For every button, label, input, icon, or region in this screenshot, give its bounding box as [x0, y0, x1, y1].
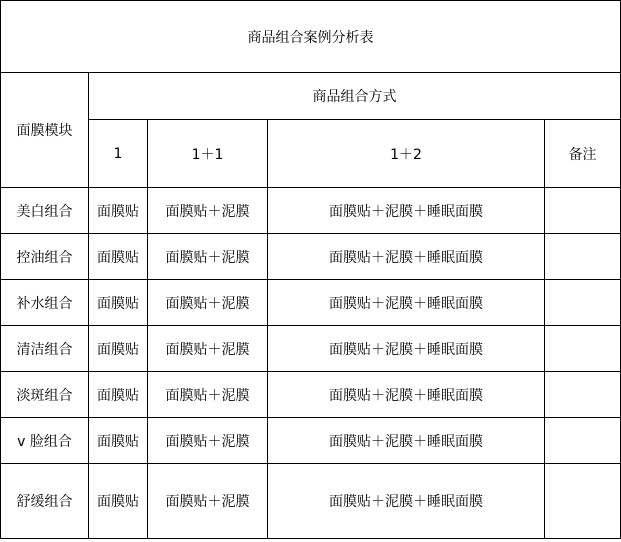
- table-row: [1, 464, 621, 539]
- row-name: 清洁组合: [1, 326, 89, 372]
- two-item-cell: 面膜贴＋泥膜: [148, 418, 268, 464]
- single-item-cell: 面膜贴: [89, 326, 148, 372]
- column-header-1-plus-2: 1＋2: [268, 120, 545, 188]
- single-item-cell: 面膜贴: [89, 188, 148, 234]
- three-item-cell: 面膜贴＋泥膜＋睡眠面膜: [268, 234, 545, 280]
- note-cell: [545, 326, 621, 372]
- three-item-cell: 面膜贴＋泥膜＋睡眠面膜: [268, 372, 545, 418]
- two-item-cell: 面膜贴＋泥膜: [148, 234, 268, 280]
- row-name: 淡斑组合: [1, 372, 89, 418]
- column-header-1: 1: [89, 120, 148, 188]
- table-title: 商品组合案例分析表: [1, 1, 621, 73]
- three-item-cell: 面膜贴＋泥膜＋睡眠面膜: [268, 188, 545, 234]
- row-name: 舒缓组合: [1, 464, 89, 539]
- two-item-cell: 面膜贴＋泥膜: [148, 280, 268, 326]
- table-row: [1, 418, 621, 464]
- table-row: [1, 188, 621, 234]
- table-row: [1, 372, 621, 418]
- table-row: [1, 234, 621, 280]
- single-item-cell: 面膜贴: [89, 464, 148, 539]
- group-header-combination-method: 商品组合方式: [89, 73, 621, 120]
- note-cell: [545, 280, 621, 326]
- note-cell: [545, 418, 621, 464]
- row-name: 补水组合: [1, 280, 89, 326]
- three-item-cell: 面膜贴＋泥膜＋睡眠面膜: [268, 326, 545, 372]
- note-cell: [545, 234, 621, 280]
- single-item-cell: 面膜贴: [89, 234, 148, 280]
- note-cell: [545, 464, 621, 539]
- row-name: 美白组合: [1, 188, 89, 234]
- row-header-mask-module: 面膜模块: [1, 73, 89, 188]
- table-row: [1, 280, 621, 326]
- row-name: v 脸组合: [1, 418, 89, 464]
- two-item-cell: 面膜贴＋泥膜: [148, 326, 268, 372]
- note-cell: [545, 188, 621, 234]
- column-header-notes: 备注: [545, 120, 621, 188]
- three-item-cell: 面膜贴＋泥膜＋睡眠面膜: [268, 280, 545, 326]
- two-item-cell: 面膜贴＋泥膜: [148, 372, 268, 418]
- three-item-cell: 面膜贴＋泥膜＋睡眠面膜: [268, 418, 545, 464]
- three-item-cell: 面膜贴＋泥膜＋睡眠面膜: [268, 464, 545, 539]
- single-item-cell: 面膜贴: [89, 418, 148, 464]
- table-row: [1, 326, 621, 372]
- single-item-cell: 面膜贴: [89, 280, 148, 326]
- column-header-1-plus-1: 1＋1: [148, 120, 268, 188]
- note-cell: [545, 372, 621, 418]
- two-item-cell: 面膜贴＋泥膜: [148, 464, 268, 539]
- row-name: 控油组合: [1, 234, 89, 280]
- two-item-cell: 面膜贴＋泥膜: [148, 188, 268, 234]
- single-item-cell: 面膜贴: [89, 372, 148, 418]
